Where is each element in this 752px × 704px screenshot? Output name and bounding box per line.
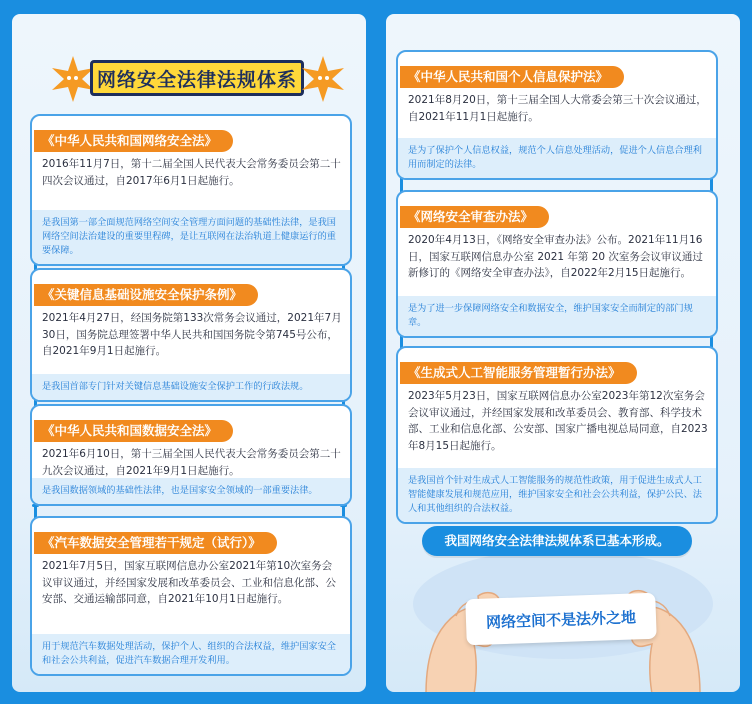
law-title-tag: 《关键信息基础设施安全保护条例》 (34, 284, 258, 306)
law-significance: 是我国首部专门针对关键信息基础设施安全保护工作的行政法规。 (32, 374, 350, 400)
law-significance: 是我国第一部全面规范网络空间安全管理方面问题的基础性法律，是我国网络空间法治建设的重要里程碑，是让互联网在法治轨道上健康运行的重要保障。 (32, 210, 350, 264)
left-panel (12, 14, 366, 692)
law-description: 2020年4月13日，《网络安全审查办法》公布。2021年11月16日，国家互联网信息办公室 2021 年第 20 次室务会议审议通过新修订的《网络安全审查办法》，自2022年2月15日起施行。 (408, 234, 703, 279)
law-card (396, 346, 718, 524)
law-card (30, 268, 352, 402)
law-title-tag: 《中华人民共和国网络安全法》 (34, 130, 233, 152)
law-card (30, 516, 352, 676)
law-description: 2023年5月23日，国家互联网信息办公室2023年第12次室务会会议审议通过，并经国家发展和改革委员会、教育部、科学技术部、工业和信息化部、公安部、国家广播电视总局同意，自2023年8月15日起施行。 (408, 390, 708, 452)
law-title-tag: 《汽车数据安全管理若干规定（试行）》 (34, 532, 277, 554)
star-icon-right (298, 54, 348, 104)
law-significance: 是我国首个针对生成式人工智能服务的规范性政策，用于促进生成式人工智能健康发展和规范应用，维护国家安全和社会公共利益，保护公民、法人和其他组织的合法权益。 (398, 468, 716, 522)
law-description: 2021年7月5日，国家互联网信息办公室2021年第10次室务会议审议通过，并经国家发展和改革委员会、工业和信息化部、公安部、交通运输部同意，自2021年10月1日起施行。 (42, 560, 336, 605)
right-panel (386, 14, 740, 692)
law-card (396, 50, 718, 180)
motto-text: 网络空间不是法外之地 (485, 607, 637, 632)
law-title-tag: 《中华人民共和国个人信息保护法》 (400, 66, 624, 88)
law-card (396, 190, 718, 338)
law-description: 2021年8月20日，第十三届全国人大常委会第三十次会议通过，自2021年11月1日起施行。 (408, 94, 707, 123)
law-significance: 是我国数据领域的基础性法律，也是国家安全领域的一部重要法律。 (32, 478, 350, 504)
law-card (30, 404, 352, 506)
law-title-tag: 《生成式人工智能服务管理暂行办法》 (400, 362, 637, 384)
law-significance: 用于规范汽车数据处理活动，保护个人、组织的合法权益，维护国家安全和社会公共利益，促进汽车数据合理开发利用。 (32, 634, 350, 674)
law-title-tag: 《网络安全审查办法》 (400, 206, 549, 228)
law-description: 2016年11月7日，第十二届全国人民代表大会常务委员会第二十四次会议通过，自2017年6月1日起施行。 (42, 158, 341, 187)
law-title-tag: 《中华人民共和国数据安全法》 (34, 420, 233, 442)
summary-pill: 我国网络安全法律法规体系已基本形成。 (422, 526, 692, 556)
law-description: 2021年6月10日，第十三届全国人民代表大会常务委员会第二十九次会议通过，自2021年9月1日起施行。 (42, 448, 341, 477)
law-significance: 是为了进一步保障网络安全和数据安全，维护国家安全而制定的部门规章。 (398, 296, 716, 336)
law-card (30, 114, 352, 266)
motto-card (465, 593, 656, 646)
page-title: 网络安全法律法规体系 (96, 68, 297, 91)
banner-title-box (90, 60, 304, 96)
law-description: 2021年4月27日，经国务院第133次常务会议通过，2021年7月30日，国务院总理签署中华人民共和国国务院令第745号公布，自2021年9月1日起施行。 (42, 312, 342, 357)
header-banner (48, 54, 348, 104)
law-significance: 是为了保护个人信息权益，规范个人信息处理活动，促进个人信息合理利用而制定的法律。 (398, 138, 716, 178)
